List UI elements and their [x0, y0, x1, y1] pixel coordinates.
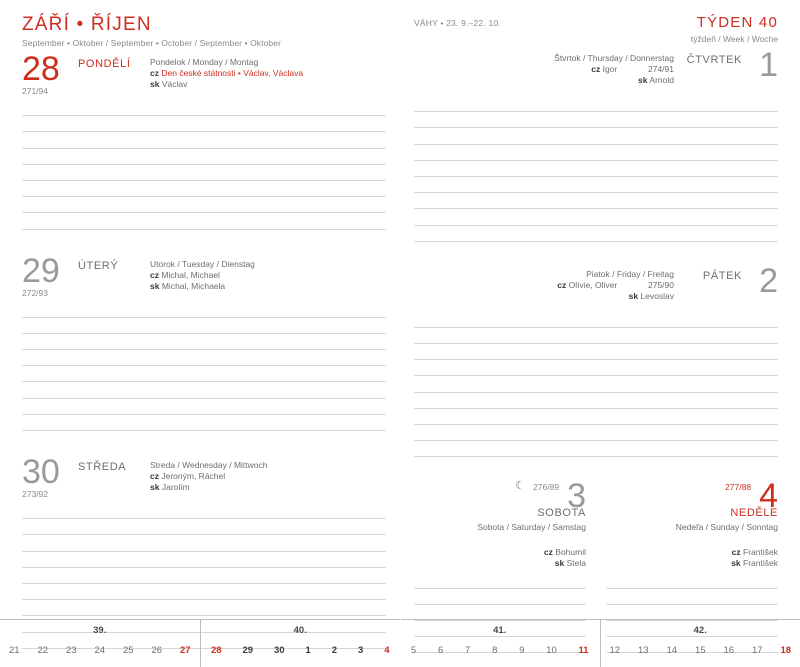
note-line[interactable] — [414, 145, 778, 161]
right-page — [400, 0, 800, 667]
note-line[interactable] — [414, 409, 778, 425]
week-day[interactable]: 27 — [179, 645, 191, 656]
day-name: PONDĚLÍ — [78, 58, 131, 70]
moon-phase-icon: ☾ — [515, 480, 526, 493]
month-subtitle: September • Oktober / September • October / September • Oktober — [22, 38, 282, 48]
month-title: ZÁŘÍ • ŘÍJEN — [22, 14, 152, 35]
nameday-cz — [414, 280, 674, 290]
note-line[interactable] — [414, 425, 778, 441]
week-day[interactable]: 15 — [694, 645, 706, 656]
week-number: 40. — [293, 625, 307, 636]
day-number: 3 — [567, 477, 586, 516]
week-block-41 — [400, 619, 600, 667]
note-line[interactable] — [22, 366, 386, 382]
note-line[interactable] — [22, 552, 386, 568]
note-line[interactable] — [414, 209, 778, 225]
nameday-sk-lang: sk — [731, 558, 741, 569]
week-day[interactable]: 23 — [65, 645, 77, 656]
nameday-cz-lang: cz — [150, 68, 159, 78]
note-line[interactable] — [414, 360, 778, 376]
left-page-header — [22, 14, 386, 48]
note-line[interactable] — [22, 149, 386, 165]
week-days[interactable] — [0, 636, 200, 656]
day-number: 30 — [22, 453, 60, 491]
nameday-sk-text: Michal, Michaela — [161, 280, 226, 291]
day-header — [22, 251, 386, 300]
notes-lines-tuesday[interactable] — [22, 302, 386, 432]
day-ordinal: 271/94 — [22, 86, 48, 96]
page-spine — [400, 0, 401, 667]
nameday-sk-text: František — [743, 558, 778, 569]
nameday-cz-text: Michal, Michael — [161, 269, 220, 280]
nameday-cz — [150, 471, 386, 481]
day-ordinal: 273/92 — [22, 489, 48, 499]
note-line[interactable] — [22, 382, 386, 398]
day-block-friday[interactable] — [414, 261, 778, 458]
note-line[interactable] — [22, 116, 386, 132]
week-day[interactable]: 10 — [546, 645, 557, 656]
day-name: PÁTEK — [702, 269, 742, 282]
nameday-sk — [414, 558, 586, 568]
day-number: 29 — [22, 251, 60, 290]
day-ordinal: 276/89 — [533, 482, 560, 493]
week-day[interactable]: 7 — [465, 645, 471, 656]
nameday-sk-lang: sk — [628, 290, 639, 301]
nameday-cz-text: Olívie, Oliver — [568, 279, 618, 290]
nameday-cz — [150, 270, 386, 280]
day-name: SOBOTA — [537, 507, 586, 520]
week-day[interactable]: 6 — [437, 645, 444, 656]
day-number: 2 — [759, 261, 778, 300]
nameday-cz — [150, 68, 386, 78]
zodiac-label: VÁHY • 23. 9.–22. 10. — [414, 18, 501, 28]
day-name-translations: Sobota / Saturday / Samstag — [477, 522, 586, 533]
week-number: 42. — [693, 625, 707, 636]
week-number: 41. — [493, 625, 507, 636]
day-header — [414, 261, 778, 310]
week-day[interactable]: 5 — [410, 645, 417, 656]
day-ordinal: 272/93 — [22, 287, 48, 298]
day-name: NEDĚLE — [730, 507, 778, 520]
nameday-cz — [414, 547, 586, 557]
week-day[interactable]: 14 — [666, 645, 678, 656]
nameday-cz-text: František — [743, 547, 778, 558]
notes-lines-friday[interactable] — [414, 312, 778, 458]
nameday-sk — [414, 75, 674, 85]
nameday-sk-lang: sk — [638, 75, 648, 85]
note-line[interactable] — [606, 572, 778, 588]
note-line[interactable] — [606, 589, 778, 605]
note-line[interactable] — [414, 393, 778, 409]
note-line[interactable] — [414, 344, 778, 360]
nameday-cz-text: Den české státnosti • Václav, Václava — [161, 68, 304, 78]
day-name-translations: Štvrtok / Thursday / Donnerstag — [554, 53, 674, 63]
note-line[interactable] — [22, 600, 386, 616]
note-line[interactable] — [414, 177, 778, 193]
week-day[interactable]: 22 — [37, 645, 49, 656]
right-page-header — [414, 14, 778, 44]
week-day[interactable]: 21 — [8, 645, 20, 656]
week-days[interactable] — [601, 636, 800, 656]
day-ordinal: 274/91 — [648, 64, 674, 74]
nameday-cz-text: Jeroným, Ráchel — [161, 471, 226, 481]
note-line[interactable] — [414, 572, 586, 588]
nameday-cz-lang: cz — [150, 471, 159, 481]
week-day[interactable]: 8 — [492, 645, 498, 656]
left-week-strip — [0, 619, 400, 667]
nameday-sk-text: Jarolím — [161, 482, 190, 492]
week-day[interactable]: 30 — [274, 645, 285, 656]
note-line[interactable] — [414, 193, 778, 209]
nameday-sk-text: Levoslav — [640, 290, 674, 301]
day-name-translations: Streda / Wednesday / Mittwoch — [150, 460, 268, 470]
note-line[interactable] — [22, 535, 386, 551]
day-name-translations: Piatok / Friday / Freitag — [586, 268, 674, 279]
nameday-sk-text: Václav — [161, 79, 188, 89]
day-name: STŘEDA — [78, 461, 127, 473]
note-line[interactable] — [414, 226, 778, 242]
week-day[interactable]: 1 — [305, 645, 311, 656]
nameday-sk — [414, 291, 674, 301]
day-ordinal: 277/88 — [725, 482, 752, 493]
note-line[interactable] — [22, 213, 386, 229]
nameday-sk — [150, 281, 386, 291]
note-line[interactable] — [22, 584, 386, 600]
nameday-cz-lang: cz — [150, 269, 159, 280]
nameday-sk-lang: sk — [150, 482, 160, 492]
note-line[interactable] — [22, 415, 386, 431]
nameday-sk-lang: sk — [150, 79, 160, 89]
nameday-sk — [150, 482, 386, 492]
note-line[interactable] — [22, 302, 386, 318]
week-days[interactable] — [201, 636, 401, 656]
day-number: 4 — [759, 477, 778, 516]
nameday-cz-text: Igor — [602, 64, 618, 74]
note-line[interactable] — [22, 334, 386, 350]
day-name-translations: Pondelok / Monday / Montag — [150, 57, 259, 67]
week-day[interactable]: 16 — [723, 645, 735, 656]
week-day[interactable]: 26 — [151, 645, 163, 656]
day-ordinal: 275/90 — [648, 279, 674, 290]
note-line[interactable] — [22, 568, 386, 584]
day-number: 1 — [759, 46, 778, 84]
nameday-sk — [150, 79, 386, 89]
note-line[interactable] — [22, 503, 386, 519]
day-header — [22, 455, 386, 501]
week-title: TÝDEN 40 — [696, 14, 778, 31]
week-block-39 — [0, 619, 200, 667]
nameday-cz-lang: cz — [557, 279, 567, 290]
week-number: 39. — [93, 625, 107, 636]
note-line[interactable] — [414, 441, 778, 457]
nameday-cz — [414, 64, 674, 74]
day-header — [606, 477, 778, 533]
week-block-40 — [200, 619, 401, 667]
notes-lines-thursday[interactable] — [414, 96, 778, 242]
week-day[interactable]: 3 — [357, 645, 364, 656]
nameday-cz — [606, 547, 778, 557]
note-line[interactable] — [414, 161, 778, 177]
week-day[interactable]: 4 — [384, 645, 390, 656]
nameday-cz-lang: cz — [591, 64, 601, 74]
nameday-cz-lang: cz — [543, 547, 553, 558]
nameday-sk-text: Arnold — [649, 75, 674, 85]
note-line[interactable] — [414, 128, 778, 144]
week-days[interactable] — [400, 636, 600, 656]
note-line[interactable] — [22, 165, 386, 181]
note-line[interactable] — [22, 399, 386, 415]
week-day[interactable]: 17 — [751, 645, 763, 656]
nameday-cz-lang: cz — [731, 547, 741, 558]
day-name-translations: Nedeľa / Sunday / Sonntag — [675, 522, 778, 533]
nameday-sk-lang: sk — [150, 280, 160, 291]
note-line[interactable] — [22, 197, 386, 213]
note-line[interactable] — [414, 328, 778, 344]
note-line[interactable] — [22, 350, 386, 366]
note-line[interactable] — [22, 318, 386, 334]
week-day[interactable]: 29 — [242, 645, 254, 656]
day-block-tuesday[interactable] — [22, 251, 386, 432]
day-name: ÚTERÝ — [78, 259, 119, 272]
note-line[interactable] — [414, 376, 778, 392]
day-header — [414, 477, 586, 533]
week-day[interactable]: 13 — [637, 645, 649, 656]
right-week-strip — [400, 619, 800, 667]
week-day[interactable]: 18 — [780, 645, 792, 656]
week-day[interactable]: 12 — [609, 645, 621, 656]
note-line[interactable] — [22, 519, 386, 535]
day-header — [414, 48, 778, 94]
note-line[interactable] — [22, 132, 386, 148]
notes-lines-monday[interactable] — [22, 100, 386, 230]
note-line[interactable] — [22, 181, 386, 197]
day-number: 28 — [22, 50, 60, 88]
week-block-42 — [600, 619, 800, 667]
nameday-sk-lang: sk — [554, 558, 565, 569]
week-day[interactable]: 28 — [210, 645, 222, 656]
note-line[interactable] — [414, 589, 586, 605]
day-block-thursday[interactable] — [414, 48, 778, 242]
note-line[interactable] — [22, 100, 386, 116]
week-day[interactable]: 2 — [331, 645, 338, 656]
week-day[interactable]: 24 — [94, 645, 106, 656]
nameday-cz-text: Bohumil — [555, 547, 586, 558]
nameday-sk — [606, 558, 778, 568]
week-subtitle: týždeň / Week / Woche — [690, 34, 778, 44]
note-line[interactable] — [414, 96, 778, 112]
nameday-sk-text: Stela — [566, 558, 586, 569]
week-day[interactable]: 9 — [519, 645, 525, 656]
day-header — [22, 52, 386, 98]
day-name: ČTVRTEK — [686, 54, 742, 66]
week-day[interactable]: 11 — [578, 645, 589, 656]
day-name-translations: Utorok / Tuesday / Dienstag — [150, 258, 255, 269]
day-block-monday[interactable] — [22, 52, 386, 230]
note-line[interactable] — [414, 112, 778, 128]
note-line[interactable] — [414, 312, 778, 328]
week-day[interactable]: 25 — [122, 645, 134, 656]
